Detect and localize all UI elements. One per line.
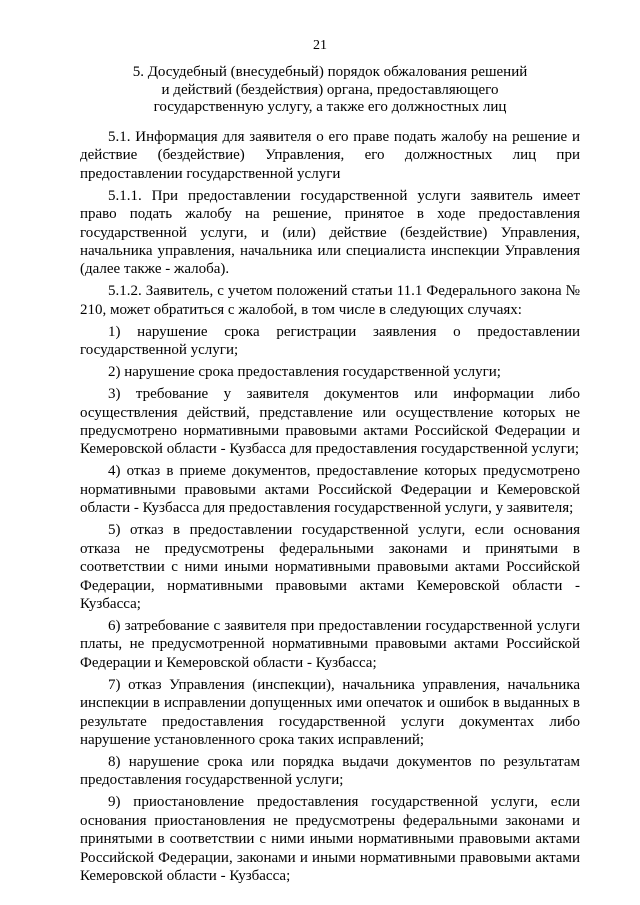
list-item-6: 6) затребование с заявителя при предоставлении государственной услуги платы, не предусмотренной нормативными правовыми актами Российской Федерации и Кемеровской области - Кузбасса; [80,617,580,671]
list-item-1: 1) нарушение срока регистрации заявления о предоставлении государственной услуги; [80,323,580,359]
heading-line: 5. Досудебный (внесудебный) порядок обжалования решений [132,64,528,80]
list-item-4: 4) отказ в приеме документов, предоставление которых предусмотрено нормативными правовыми актами Российской Федерации и Кемеровской области - Кузбасса для предоставления государственной услуги, у заявителя; [80,463,580,517]
list-item-3: 3) требование у заявителя документов или информации либо осуществления действий, представление или осуществление которых не предусмотрено нормативными правовыми актами Российской Федерации и Кемеровской области - Кузбасса для предоставления государственной услуги; [80,386,580,458]
heading-line: государственную услугу, а также его должностных лиц [153,99,507,116]
paragraph-5-1-2: 5.1.2. Заявитель, с учетом положений статьи 11.1 Федерального закона № 210, может обратиться с жалобой, в том числе в следующих случаях: [80,283,580,318]
paragraph-5-1: 5.1. Информация для заявителя о его праве подать жалобу на решение и действие (бездействие) Управления, его должностных лиц при предоставлении государственной услуги [80,129,580,182]
section-heading [80,64,580,117]
paragraph-5-1-1: 5.1.1. При предоставлении государственной услуги заявитель имеет право подать жалобу на решение, принятое в ходе предоставления государственной услуги, и (или) действие (бездействие) Управления, начальника управления, начальника или специалиста инспекции Управления (далее также - жалоба). [80,187,580,278]
page-number: 21 [313,38,327,53]
list-item-8: 8) нарушение срока или порядка выдачи документов по результатам предоставления государственной услуги; [80,753,580,789]
heading-line: и действий (бездействия) органа, предоставляющего [161,81,499,98]
list-item-7: 7) отказ Управления (инспекции), начальника управления, начальника инспекции в исправлении допущенных ими опечаток и ошибок в выданных в результате предоставления государственной услуги документах либо нарушение установленного срока таких исправлений; [80,676,580,748]
list-item-5: 5) отказ в предоставлении государственной услуги, если основания отказа не предусмотрены федеральными законами и принятыми в соответствии с ними иными нормативными правовыми актами Российской Федерации, нормативными правовыми актами Кемеровской области - Кузбасса; [80,522,580,612]
list-item-9: 9) приостановление предоставления государственной услуги, если основания приостановления не предусмотрены федеральными законами и принятыми в соответствии с ними иными нормативными правовыми актами Российской Федерации, законами и иными нормативными правовыми актами Кемеровской области - Кузбасса; [80,794,580,884]
list-item-2: 2) нарушение срока предоставления государственной услуги; [108,364,501,381]
body-text [80,128,580,889]
